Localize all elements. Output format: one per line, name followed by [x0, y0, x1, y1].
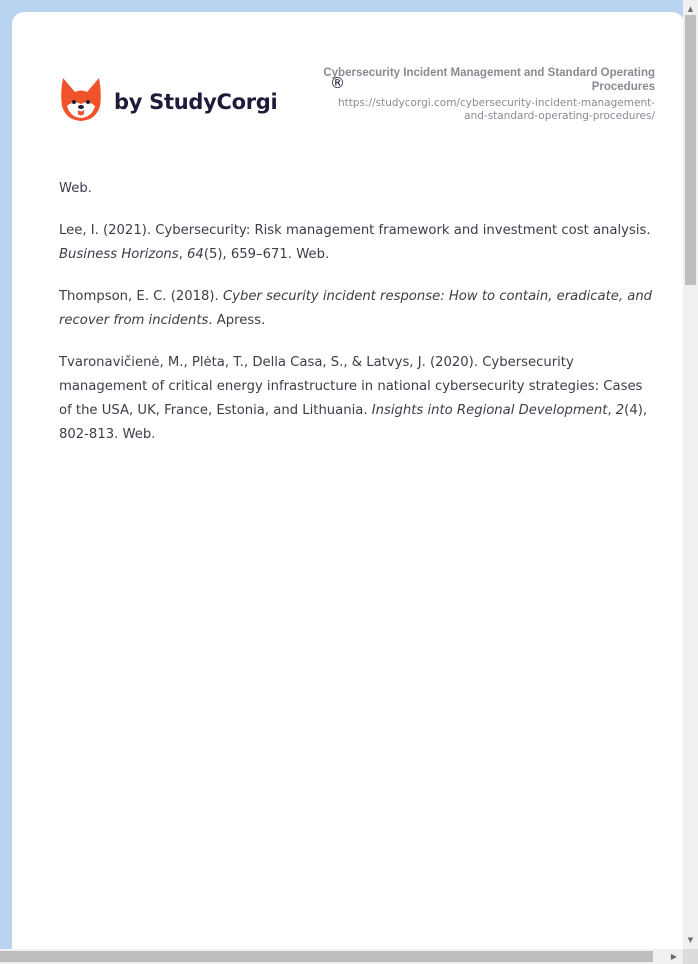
reference-text: , [607, 403, 616, 418]
reference-text: Web. [59, 181, 92, 196]
reference-text: (5), 659–671. Web. [203, 247, 330, 262]
reference-text: (4), 802-813. Web. [59, 403, 648, 442]
reference-text: , [178, 247, 188, 262]
reference-item [59, 177, 659, 201]
scroll-down-arrow-icon[interactable]: ▼ [687, 936, 694, 944]
document-meta [295, 66, 655, 123]
journal-title: Insights into Regional Development [371, 403, 608, 418]
document-page [12, 12, 684, 952]
scroll-right-arrow-icon[interactable]: ▶ [670, 952, 678, 961]
volume: 2 [615, 403, 625, 418]
registered-mark: ® [330, 74, 345, 92]
reference-text: Tvaronavičienė, M., Plėta, T., Della Casa, S., & Latvys, J. (2020). Cybersecurity management of critical energy infrastructure in national cybersecurity strategies: Cases of the USA, UK, France, Estonia, and Lithuania. [59, 355, 643, 418]
reference-item [59, 351, 659, 447]
reference-item [59, 219, 659, 267]
document-url-line2[interactable]: and-standard-operating-procedures/ [464, 110, 655, 122]
studycorgi-logo[interactable] [60, 74, 345, 122]
journal-title: Business Horizons [59, 247, 179, 262]
vertical-scroll-thumb[interactable] [685, 15, 696, 285]
volume: 64 [187, 247, 204, 262]
brand-name: by StudyCorgi [114, 90, 278, 114]
reference-text: . Apress. [208, 313, 266, 328]
vertical-scrollbar[interactable] [683, 0, 698, 949]
reference-list [59, 177, 659, 465]
horizontal-scrollbar[interactable] [0, 949, 683, 964]
document-title: Cybersecurity Incident Management and Standard Operating Procedures [323, 67, 655, 93]
reference-text: Lee, I. (2021). Cybersecurity: Risk management framework and investment cost analysis. [59, 223, 651, 238]
document-url[interactable] [295, 97, 655, 123]
scroll-up-arrow-icon[interactable]: ▲ [687, 5, 694, 13]
horizontal-scroll-thumb[interactable] [0, 951, 653, 962]
document-url-line1[interactable]: https://studycorgi.com/cybersecurity-incident-management- [338, 97, 655, 109]
corgi-head-icon [60, 76, 102, 122]
book-title: Cyber security incident response: How to contain, eradicate, and recover from incidents [59, 289, 653, 328]
reference-item [59, 285, 659, 333]
scrollbar-corner [683, 949, 698, 964]
reference-text: Thompson, E. C. (2018). [59, 289, 223, 304]
